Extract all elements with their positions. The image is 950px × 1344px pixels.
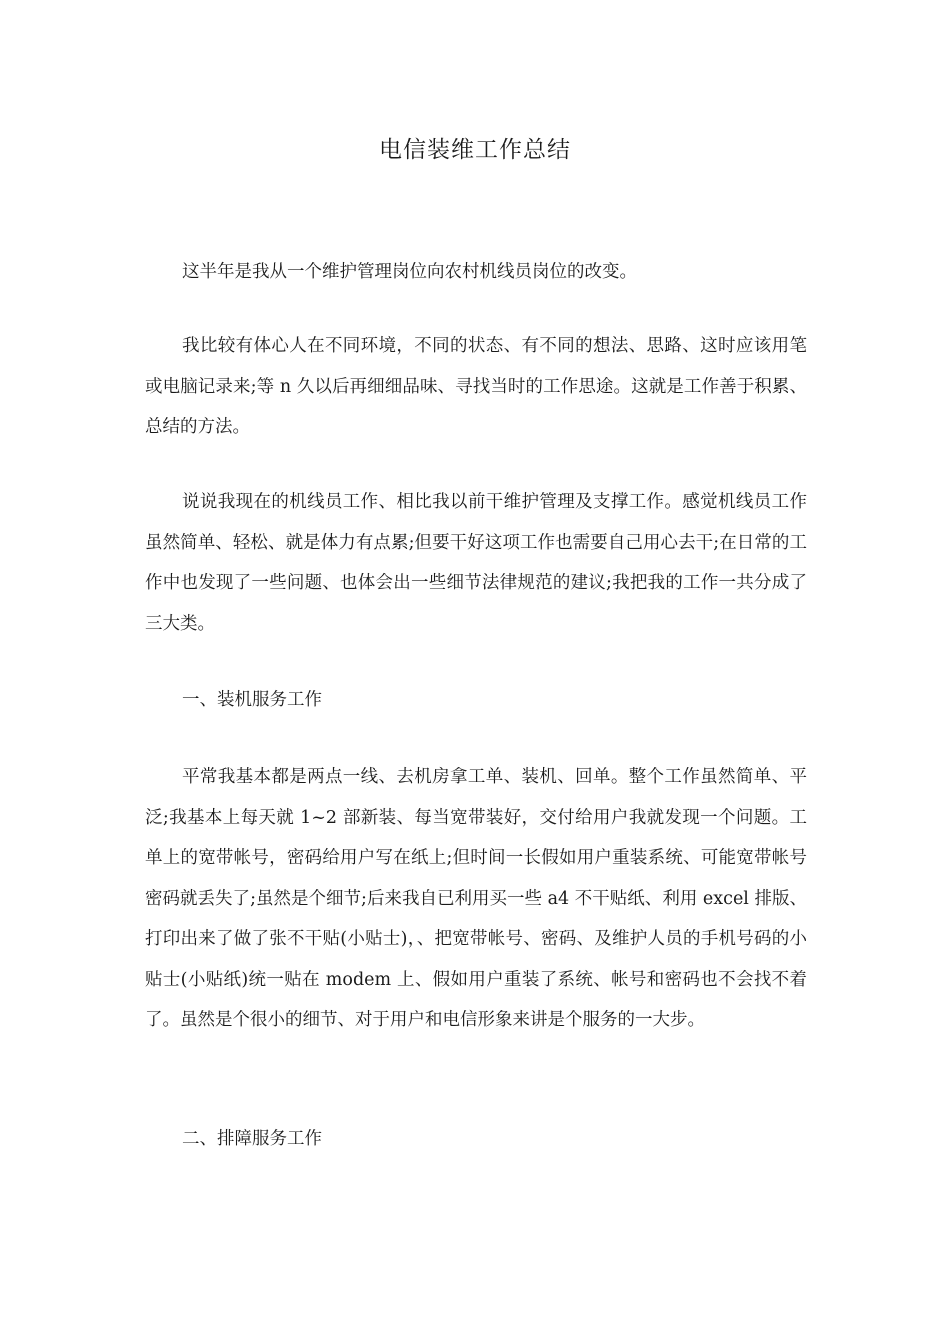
paragraph-recording-method: 我比较有体心人在不同环境，不同的状态、有不同的想法、思路、这时应该用笔或电脑记录来;等 n 久以后再细细品味、寻找当时的工作思途。这就是工作善于积累、总结的方法。 <box>145 336 807 437</box>
section-heading-troubleshooting: 二、排障服务工作 <box>182 1129 322 1149</box>
paragraph-intro: 这半年是我从一个维护管理岗位向农村机线员岗位的改变。 <box>182 262 637 282</box>
paragraph-work-overview: 说说我现在的机线员工作、相比我以前干维护管理及支撑工作。感觉机线员工作虽然简单、轻松、就是体力有点累;但要干好这项工作也需要自己用心去干;在日常的工作中也发现了一些问题、也体会出一些细节法律规范的建议;我把我的工作一共分成了三大类。 <box>145 492 807 634</box>
paragraph-installation-service: 平常我基本都是两点一线、去机房拿工单、装机、回单。整个工作虽然简单、平泛;我基本上每天就 1~2 部新装、每当宽带装好，交付给用户我就发现一个问题。工单上的宽带帐号，密码给用户写在纸上;但时间一长假如用户重装系统、可能宽带帐号密码就丢失了;虽然是个细节;后来我自已利用买一些 a4 不干贴纸、利用 excel 排版、打印出来了做了张不干贴(小贴士)，、把宽带帐号、密码、及维护人员的手机号码的小贴士(小贴纸)统一贴在 modem 上、假如用户重装了系统、帐号和密码也不会找不着了。虽然是个很小的细节、对于用户和电信形象来讲是个服务的一大步。 <box>145 767 807 1030</box>
section-heading-installation: 一、装机服务工作 <box>182 690 322 710</box>
document-title: 电信装维工作总结 <box>379 137 571 163</box>
